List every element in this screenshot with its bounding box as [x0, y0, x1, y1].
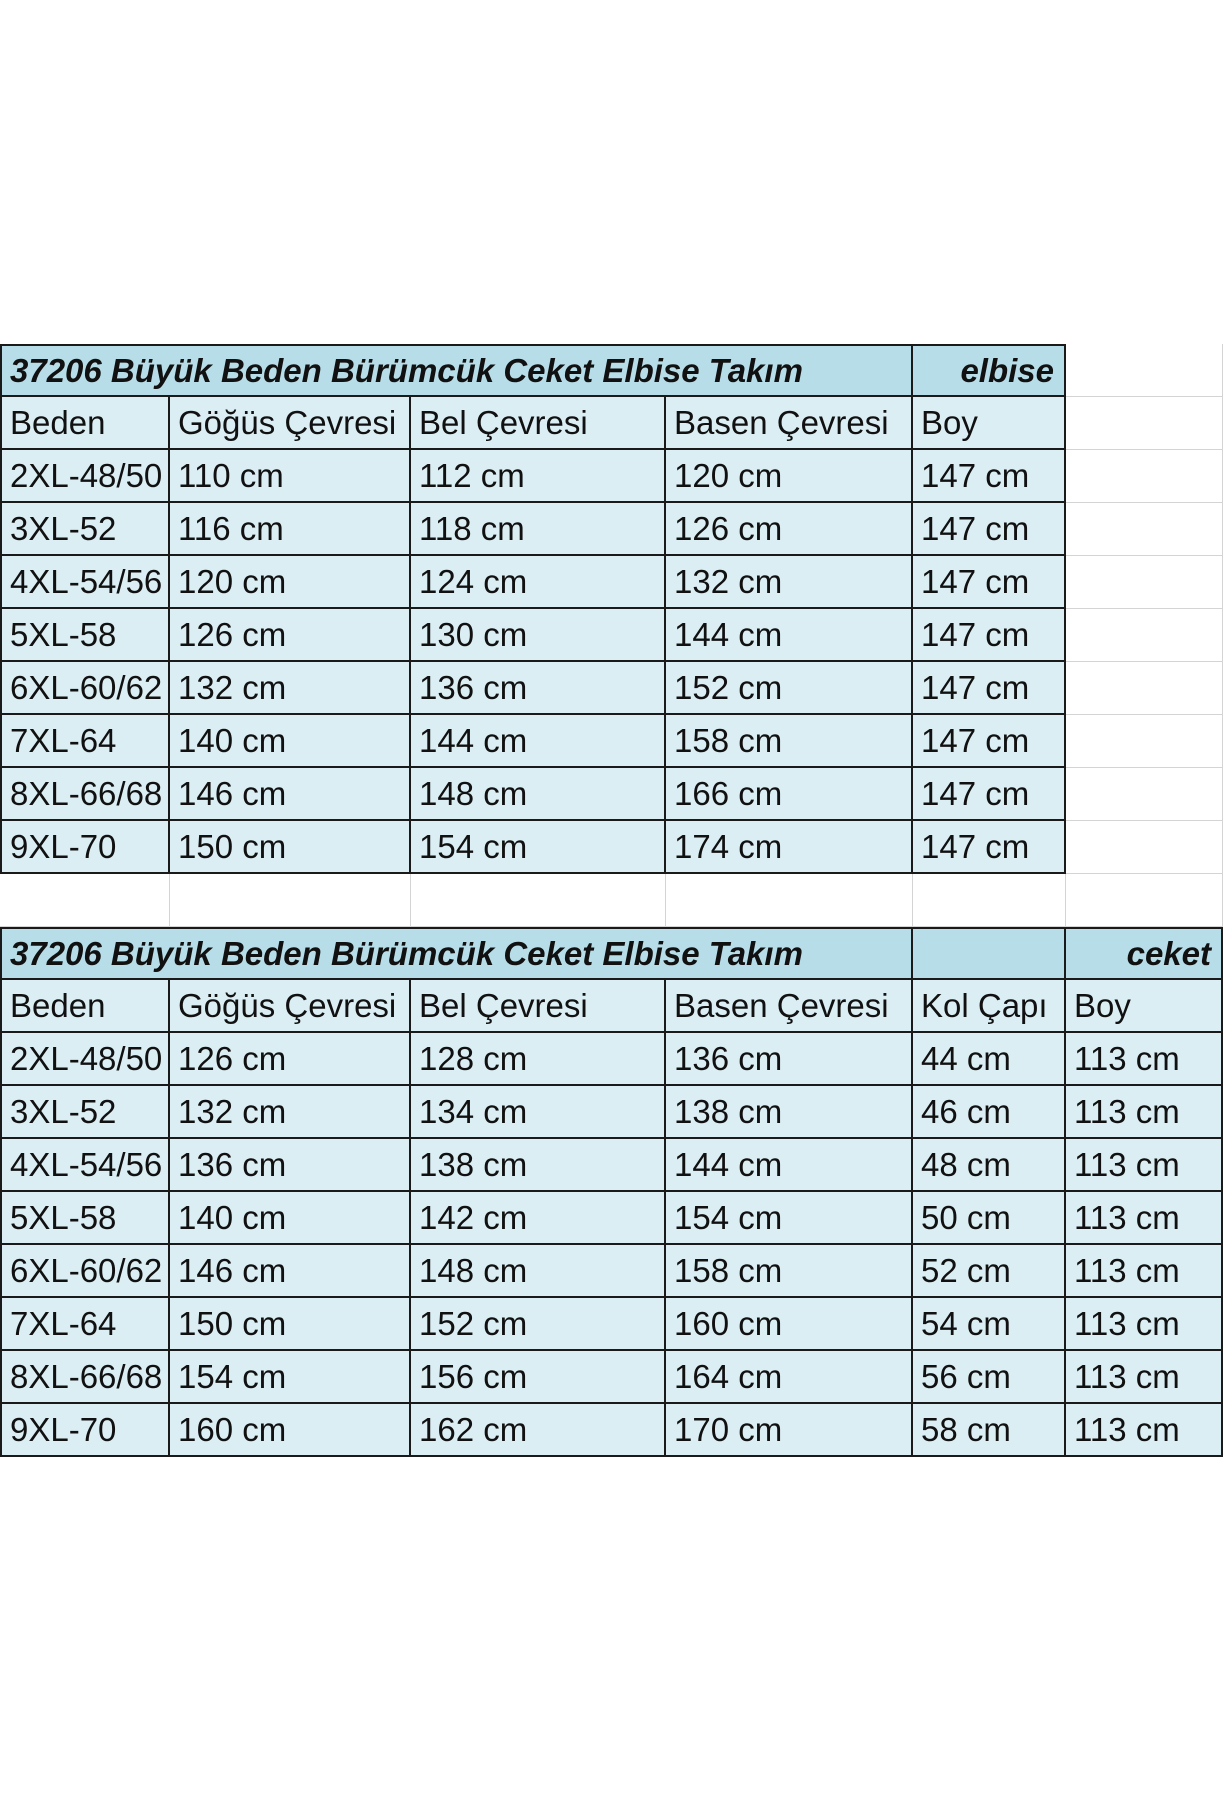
empty-cell	[0, 874, 170, 927]
table-cell: 7XL-64	[0, 1298, 170, 1351]
empty-cell	[1066, 450, 1223, 503]
table-cell: 126 cm	[666, 503, 913, 556]
table-cell: 48 cm	[913, 1139, 1066, 1192]
empty-cell	[666, 874, 913, 927]
table-cell: 126 cm	[170, 1033, 411, 1086]
table-cell: 5XL-58	[0, 609, 170, 662]
table-cell: 134 cm	[411, 1086, 666, 1139]
table-cell: 3XL-52	[0, 1086, 170, 1139]
table-cell: 147 cm	[913, 556, 1066, 609]
table-cell: 128 cm	[411, 1033, 666, 1086]
table-cell: 140 cm	[170, 1192, 411, 1245]
header-cell: Boy	[913, 397, 1066, 450]
table-cell: 110 cm	[170, 450, 411, 503]
table-cell: 138 cm	[411, 1139, 666, 1192]
table-cell: 7XL-64	[0, 715, 170, 768]
table-cell: 113 cm	[1066, 1298, 1223, 1351]
table-cell: 154 cm	[666, 1192, 913, 1245]
table-cell: 44 cm	[913, 1033, 1066, 1086]
size-chart-sheet	[0, 344, 1223, 1457]
table-cell: 3XL-52	[0, 503, 170, 556]
empty-cell	[1066, 768, 1223, 821]
table-cell: 147 cm	[913, 821, 1066, 874]
table-cell: 52 cm	[913, 1245, 1066, 1298]
table-cell: 8XL-66/68	[0, 1351, 170, 1404]
table-cell: 164 cm	[666, 1351, 913, 1404]
table-cell: 113 cm	[1066, 1086, 1223, 1139]
empty-cell	[1066, 344, 1223, 397]
table-cell: 58 cm	[913, 1404, 1066, 1457]
empty-cell	[1066, 609, 1223, 662]
table-cell: 158 cm	[666, 715, 913, 768]
header-cell: Basen Çevresi	[666, 980, 913, 1033]
table-cell: 46 cm	[913, 1086, 1066, 1139]
table-cell: 152 cm	[411, 1298, 666, 1351]
empty-cell	[1066, 503, 1223, 556]
table-cell: 113 cm	[1066, 1404, 1223, 1457]
table-cell: 132 cm	[666, 556, 913, 609]
header-cell: Beden	[0, 397, 170, 450]
empty-cell	[1066, 715, 1223, 768]
table-cell: 156 cm	[411, 1351, 666, 1404]
table-cell: 2XL-48/50	[0, 1033, 170, 1086]
table-cell: 150 cm	[170, 1298, 411, 1351]
table-cell: 113 cm	[1066, 1351, 1223, 1404]
table-cell: 147 cm	[913, 768, 1066, 821]
table-cell: 56 cm	[913, 1351, 1066, 1404]
table-cell: 150 cm	[170, 821, 411, 874]
header-cell: Kol Çapı	[913, 980, 1066, 1033]
table-cell: 170 cm	[666, 1404, 913, 1457]
table-cell: 124 cm	[411, 556, 666, 609]
table-cell: 160 cm	[170, 1404, 411, 1457]
table-cell: 147 cm	[913, 450, 1066, 503]
table-cell: 9XL-70	[0, 1404, 170, 1457]
table-cell: 138 cm	[666, 1086, 913, 1139]
table-cell: 158 cm	[666, 1245, 913, 1298]
empty-cell	[913, 927, 1066, 980]
table-cell: 147 cm	[913, 662, 1066, 715]
table-cell: 146 cm	[170, 1245, 411, 1298]
empty-cell	[170, 874, 411, 927]
table-cell: 4XL-54/56	[0, 1139, 170, 1192]
empty-cell	[1066, 662, 1223, 715]
table-cell: 162 cm	[411, 1404, 666, 1457]
table-cell: 8XL-66/68	[0, 768, 170, 821]
table-cell: 5XL-58	[0, 1192, 170, 1245]
table-cell: 136 cm	[666, 1033, 913, 1086]
table-cell: 144 cm	[411, 715, 666, 768]
table-cell: 113 cm	[1066, 1033, 1223, 1086]
table-tag: elbise	[913, 344, 1066, 397]
table-cell: 148 cm	[411, 768, 666, 821]
header-cell: Boy	[1066, 980, 1223, 1033]
empty-cell	[411, 874, 666, 927]
table-cell: 113 cm	[1066, 1139, 1223, 1192]
table-cell: 132 cm	[170, 1086, 411, 1139]
table-cell: 120 cm	[666, 450, 913, 503]
table-cell: 136 cm	[170, 1139, 411, 1192]
table-cell: 6XL-60/62	[0, 662, 170, 715]
table-cell: 4XL-54/56	[0, 556, 170, 609]
header-cell: Göğüs Çevresi	[170, 980, 411, 1033]
table-cell: 166 cm	[666, 768, 913, 821]
header-cell: Beden	[0, 980, 170, 1033]
table-cell: 147 cm	[913, 715, 1066, 768]
header-cell: Bel Çevresi	[411, 397, 666, 450]
table-cell: 147 cm	[913, 609, 1066, 662]
table-cell: 154 cm	[170, 1351, 411, 1404]
table-cell: 9XL-70	[0, 821, 170, 874]
table-cell: 50 cm	[913, 1192, 1066, 1245]
empty-cell	[913, 874, 1066, 927]
table-cell: 113 cm	[1066, 1245, 1223, 1298]
header-cell: Basen Çevresi	[666, 397, 913, 450]
table-cell: 148 cm	[411, 1245, 666, 1298]
table-cell: 146 cm	[170, 768, 411, 821]
table-cell: 6XL-60/62	[0, 1245, 170, 1298]
empty-cell	[1066, 397, 1223, 450]
table-cell: 126 cm	[170, 609, 411, 662]
table-cell: 113 cm	[1066, 1192, 1223, 1245]
empty-cell	[1066, 821, 1223, 874]
table-cell: 154 cm	[411, 821, 666, 874]
table-cell: 54 cm	[913, 1298, 1066, 1351]
table-cell: 144 cm	[666, 609, 913, 662]
header-cell: Bel Çevresi	[411, 980, 666, 1033]
table-cell: 120 cm	[170, 556, 411, 609]
empty-cell	[1066, 556, 1223, 609]
table-cell: 136 cm	[411, 662, 666, 715]
table-cell: 174 cm	[666, 821, 913, 874]
table-cell: 144 cm	[666, 1139, 913, 1192]
table-tag: ceket	[1066, 927, 1223, 980]
table-cell: 160 cm	[666, 1298, 913, 1351]
table-title: 37206 Büyük Beden Bürümcük Ceket Elbise Takım	[0, 927, 913, 980]
header-cell: Göğüs Çevresi	[170, 397, 411, 450]
table-cell: 112 cm	[411, 450, 666, 503]
table-title: 37206 Büyük Beden Bürümcük Ceket Elbise Takım	[0, 344, 913, 397]
empty-cell	[1066, 874, 1223, 927]
table-cell: 132 cm	[170, 662, 411, 715]
table-cell: 140 cm	[170, 715, 411, 768]
table-cell: 147 cm	[913, 503, 1066, 556]
table-cell: 130 cm	[411, 609, 666, 662]
table-cell: 118 cm	[411, 503, 666, 556]
table-cell: 2XL-48/50	[0, 450, 170, 503]
table-cell: 152 cm	[666, 662, 913, 715]
table-cell: 116 cm	[170, 503, 411, 556]
table-cell: 142 cm	[411, 1192, 666, 1245]
